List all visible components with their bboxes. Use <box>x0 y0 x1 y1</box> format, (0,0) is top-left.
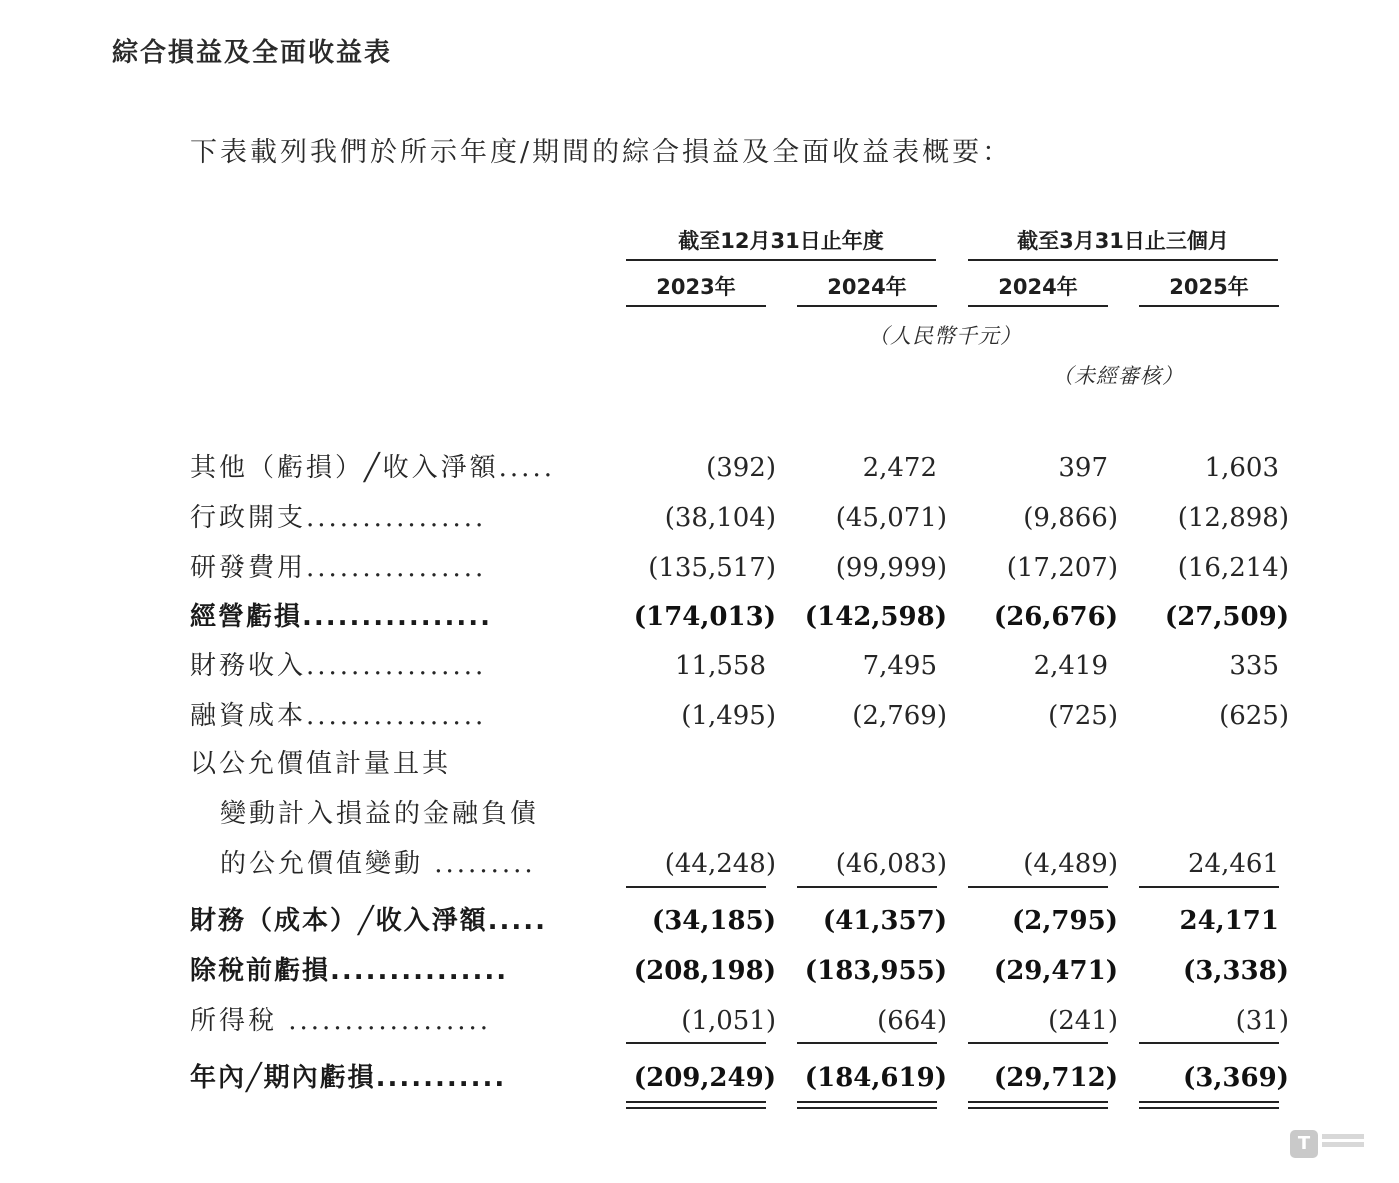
table-row <box>0 951 1399 991</box>
watermark-logo: T <box>1290 1130 1318 1158</box>
value-cell: (4,489) <box>1023 849 1118 879</box>
table-row <box>0 448 1399 488</box>
row-label: 其他（虧損）╱收入淨額..... <box>190 453 555 483</box>
unit-label: （人民幣千元） <box>868 324 1022 348</box>
total-double-rule <box>968 1101 1108 1109</box>
value-cell: (664) <box>877 1006 947 1036</box>
total-double-rule <box>626 1101 766 1109</box>
row-label: 變動計入損益的金融負債 <box>220 799 540 829</box>
total-double-rule <box>1139 1101 1279 1109</box>
value-cell: (2,795) <box>1011 906 1118 936</box>
value-cell: (725) <box>1048 701 1118 731</box>
value-cell: (183,955) <box>804 956 947 986</box>
table-row <box>0 597 1399 637</box>
value-cell: (241) <box>1048 1006 1118 1036</box>
year-header-4: 2025年 <box>1139 272 1279 307</box>
value-cell: (45,071) <box>835 503 947 533</box>
value-cell: 24,461 <box>1188 849 1279 879</box>
table-row <box>0 901 1399 941</box>
row-label: 融資成本................ <box>190 701 487 731</box>
table-row <box>0 646 1399 686</box>
value-cell: (12,898) <box>1177 503 1289 533</box>
value-cell: (3,338) <box>1182 956 1289 986</box>
value-cell: (34,185) <box>651 906 776 936</box>
value-cell: (1,495) <box>681 701 776 731</box>
row-label: 研發費用................ <box>190 553 487 583</box>
row-label: 財務收入................ <box>190 651 487 681</box>
value-cell: (142,598) <box>804 602 947 632</box>
subtotal-rule <box>797 1042 937 1044</box>
value-cell: (26,676) <box>993 602 1118 632</box>
row-label: 財務（成本）╱收入淨額..... <box>190 906 548 936</box>
value-cell: (41,357) <box>822 906 947 936</box>
row-label: 以公允價值計量且其 <box>190 749 452 779</box>
table-row <box>0 548 1399 588</box>
subtotal-rule <box>1139 1042 1279 1044</box>
value-cell: 24,171 <box>1179 906 1279 936</box>
value-cell: (17,207) <box>1006 553 1118 583</box>
value-cell: (46,083) <box>835 849 947 879</box>
value-cell: (174,013) <box>633 602 776 632</box>
value-cell: (184,619) <box>804 1063 947 1093</box>
subtotal-rule <box>968 1042 1108 1044</box>
value-cell: 2,472 <box>862 453 937 483</box>
value-cell: (625) <box>1219 701 1289 731</box>
year-header-1: 2023年 <box>626 272 766 307</box>
value-cell: (27,509) <box>1164 602 1289 632</box>
header-group-quarter: 截至3月31日止三個月 <box>968 226 1278 261</box>
value-cell: (44,248) <box>664 849 776 879</box>
value-cell: (2,769) <box>852 701 947 731</box>
value-cell: (209,249) <box>633 1063 776 1093</box>
table-row <box>0 1058 1399 1098</box>
value-cell: (29,712) <box>993 1063 1118 1093</box>
value-cell: (99,999) <box>835 553 947 583</box>
value-cell: 7,495 <box>862 651 937 681</box>
row-label: 除稅前虧損............... <box>190 956 509 986</box>
row-label: 的公允價值變動 ......... <box>220 849 536 879</box>
subtotal-rule <box>968 886 1108 888</box>
value-cell: (3,369) <box>1182 1063 1289 1093</box>
watermark-text-mark <box>1322 1134 1364 1154</box>
section-title: 綜合損益及全面收益表 <box>112 38 393 68</box>
value-cell: 11,558 <box>675 651 766 681</box>
total-double-rule <box>797 1101 937 1109</box>
value-cell: (29,471) <box>993 956 1118 986</box>
table-row <box>0 744 1399 784</box>
value-cell: (1,051) <box>681 1006 776 1036</box>
subtotal-rule <box>1139 886 1279 888</box>
value-cell: (392) <box>706 453 776 483</box>
header-group-annual: 截至12月31日止年度 <box>626 226 936 261</box>
value-cell: 335 <box>1229 651 1279 681</box>
value-cell: (208,198) <box>633 956 776 986</box>
subtotal-rule <box>626 886 766 888</box>
row-label: 行政開支................ <box>190 503 487 533</box>
table-row <box>0 696 1399 736</box>
subtotal-rule <box>626 1042 766 1044</box>
value-cell: (135,517) <box>648 553 776 583</box>
table-row <box>0 794 1399 834</box>
row-label: 年內╱期內虧損........... <box>190 1063 507 1093</box>
value-cell: (16,214) <box>1177 553 1289 583</box>
row-label: 所得稅 .................. <box>190 1006 492 1036</box>
table-row <box>0 844 1399 884</box>
value-cell: (31) <box>1235 1006 1289 1036</box>
value-cell: 1,603 <box>1204 453 1279 483</box>
row-label: 經營虧損................ <box>190 602 493 632</box>
unaudited-label: （未經審核） <box>1052 364 1184 388</box>
table-row <box>0 1001 1399 1041</box>
subtotal-rule <box>797 886 937 888</box>
value-cell: 2,419 <box>1033 651 1108 681</box>
value-cell: (38,104) <box>664 503 776 533</box>
year-header-2: 2024年 <box>797 272 937 307</box>
intro-text: 下表載列我們於所示年度/期間的綜合損益及全面收益表概要： <box>190 137 1013 168</box>
year-header-3: 2024年 <box>968 272 1108 307</box>
value-cell: (9,866) <box>1023 503 1118 533</box>
table-row <box>0 498 1399 538</box>
value-cell: 397 <box>1058 453 1108 483</box>
